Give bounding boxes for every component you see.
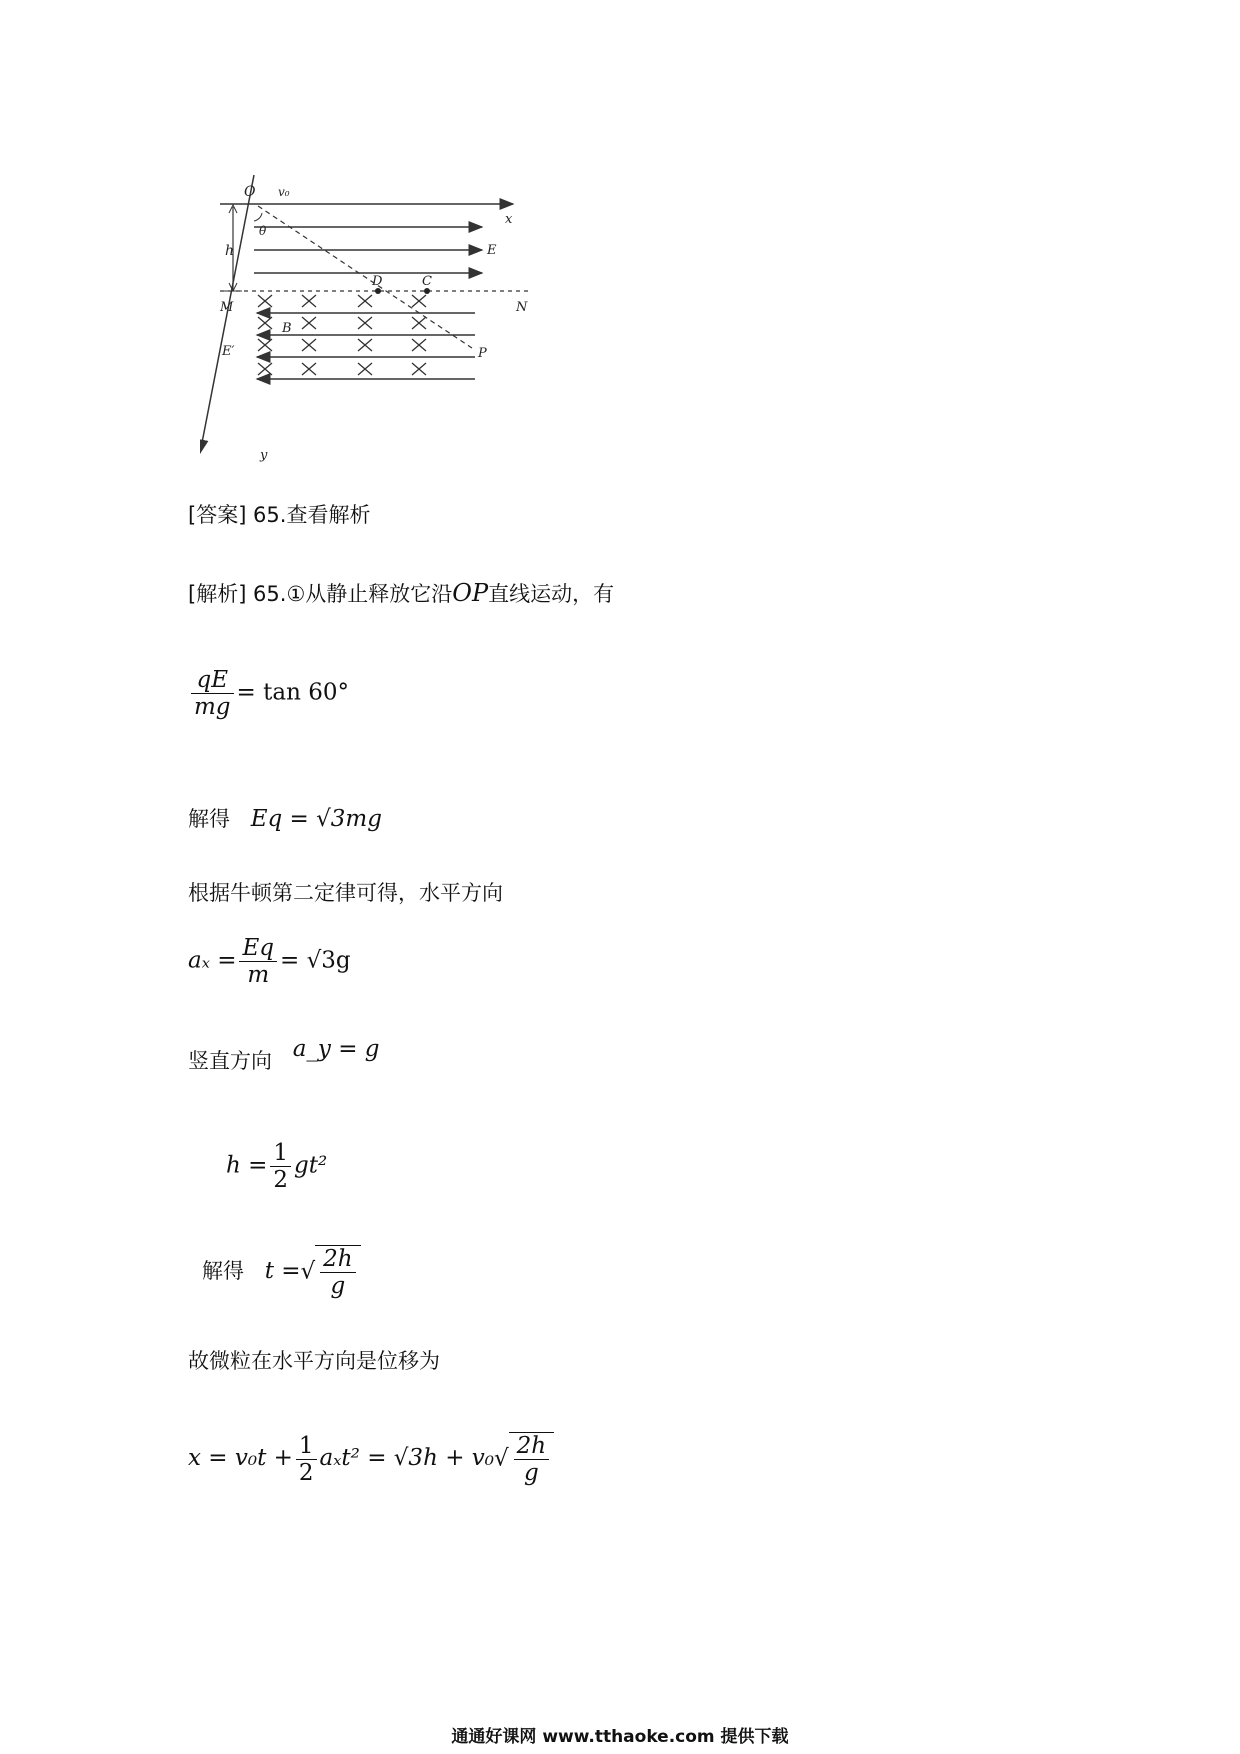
h-lhs: h = — [226, 1152, 268, 1179]
t-numerator: 2h — [320, 1246, 355, 1273]
solve2-line: 解得 t =√ $\frac{2h}{g}$ — [202, 1245, 361, 1299]
label-m: M — [220, 300, 234, 315]
label-p: P — [478, 346, 487, 361]
solve1-equation: Eq = √3mg — [250, 806, 382, 832]
x-rad-denominator: g — [524, 1460, 539, 1486]
footer-text: 通通好课网 www.tthaoke.com 提供下载 — [451, 1727, 789, 1747]
x-mid: aₓt² = √3h + v₀ — [319, 1445, 494, 1471]
h-rhs: gt² — [294, 1152, 328, 1179]
ay-equation: a_y = g — [292, 1036, 380, 1062]
intro-prefix: [解析] 65.①从静止释放它沿 — [188, 582, 453, 606]
eq1-denominator: mg — [194, 694, 231, 720]
physics-diagram — [200, 175, 560, 475]
equation-h — [226, 1140, 327, 1193]
label-n: N — [516, 300, 528, 315]
equation-ax — [188, 935, 351, 988]
ax-denominator: m — [247, 962, 270, 988]
answer-line: [答案] 65.查看解析 — [188, 503, 371, 527]
solve1-line — [188, 806, 382, 832]
label-theta: θ — [259, 224, 267, 238]
label-e: E — [487, 243, 497, 258]
solve1-label: 解得 — [188, 807, 230, 831]
vertical-label: 竖直方向 — [188, 1049, 272, 1073]
label-e-prime: E′ — [222, 344, 235, 359]
equation-x: x = v₀t + $\frac{1}{2}$ aₓt² = √3h + v₀√ $\frac{2h}{g}$ — [188, 1432, 554, 1486]
x-rad-numerator: 2h — [514, 1433, 549, 1460]
x-numerator: 1 — [296, 1433, 317, 1460]
t-lhs: t = — [264, 1258, 301, 1284]
h-denominator: 2 — [273, 1167, 289, 1193]
x-denominator: 2 — [298, 1459, 314, 1486]
newton-text: 根据牛顿第二定律可得，水平方向 — [188, 881, 503, 905]
label-b: B — [282, 321, 292, 336]
label-v0: v₀ — [278, 185, 290, 199]
eq1-numerator: qE — [191, 667, 234, 694]
solve2-label: 解得 — [202, 1259, 244, 1283]
label-c: C — [422, 274, 432, 289]
vertical-line — [188, 1036, 380, 1074]
label-o: O — [244, 184, 256, 200]
eq1-rhs: = tan 60° — [236, 679, 349, 706]
intro-suffix: 直线运动，有 — [488, 582, 615, 606]
x-lhs: x = v₀t + — [188, 1445, 293, 1471]
ax-lhs: aₓ = — [188, 947, 237, 974]
displacement-text: 故微粒在水平方向是位移为 — [188, 1349, 440, 1373]
label-y: y — [260, 448, 268, 463]
label-x: x — [505, 212, 513, 227]
label-d: D — [372, 274, 383, 289]
analysis-intro — [188, 580, 614, 607]
equation-qe-mg — [188, 667, 349, 720]
ax-numerator: Eq — [239, 935, 277, 962]
label-h: h — [225, 243, 235, 259]
t-denominator: g — [330, 1273, 346, 1299]
ax-rhs: = √3g — [279, 947, 351, 974]
var-op: OP — [452, 579, 489, 607]
h-numerator: 1 — [270, 1140, 291, 1167]
